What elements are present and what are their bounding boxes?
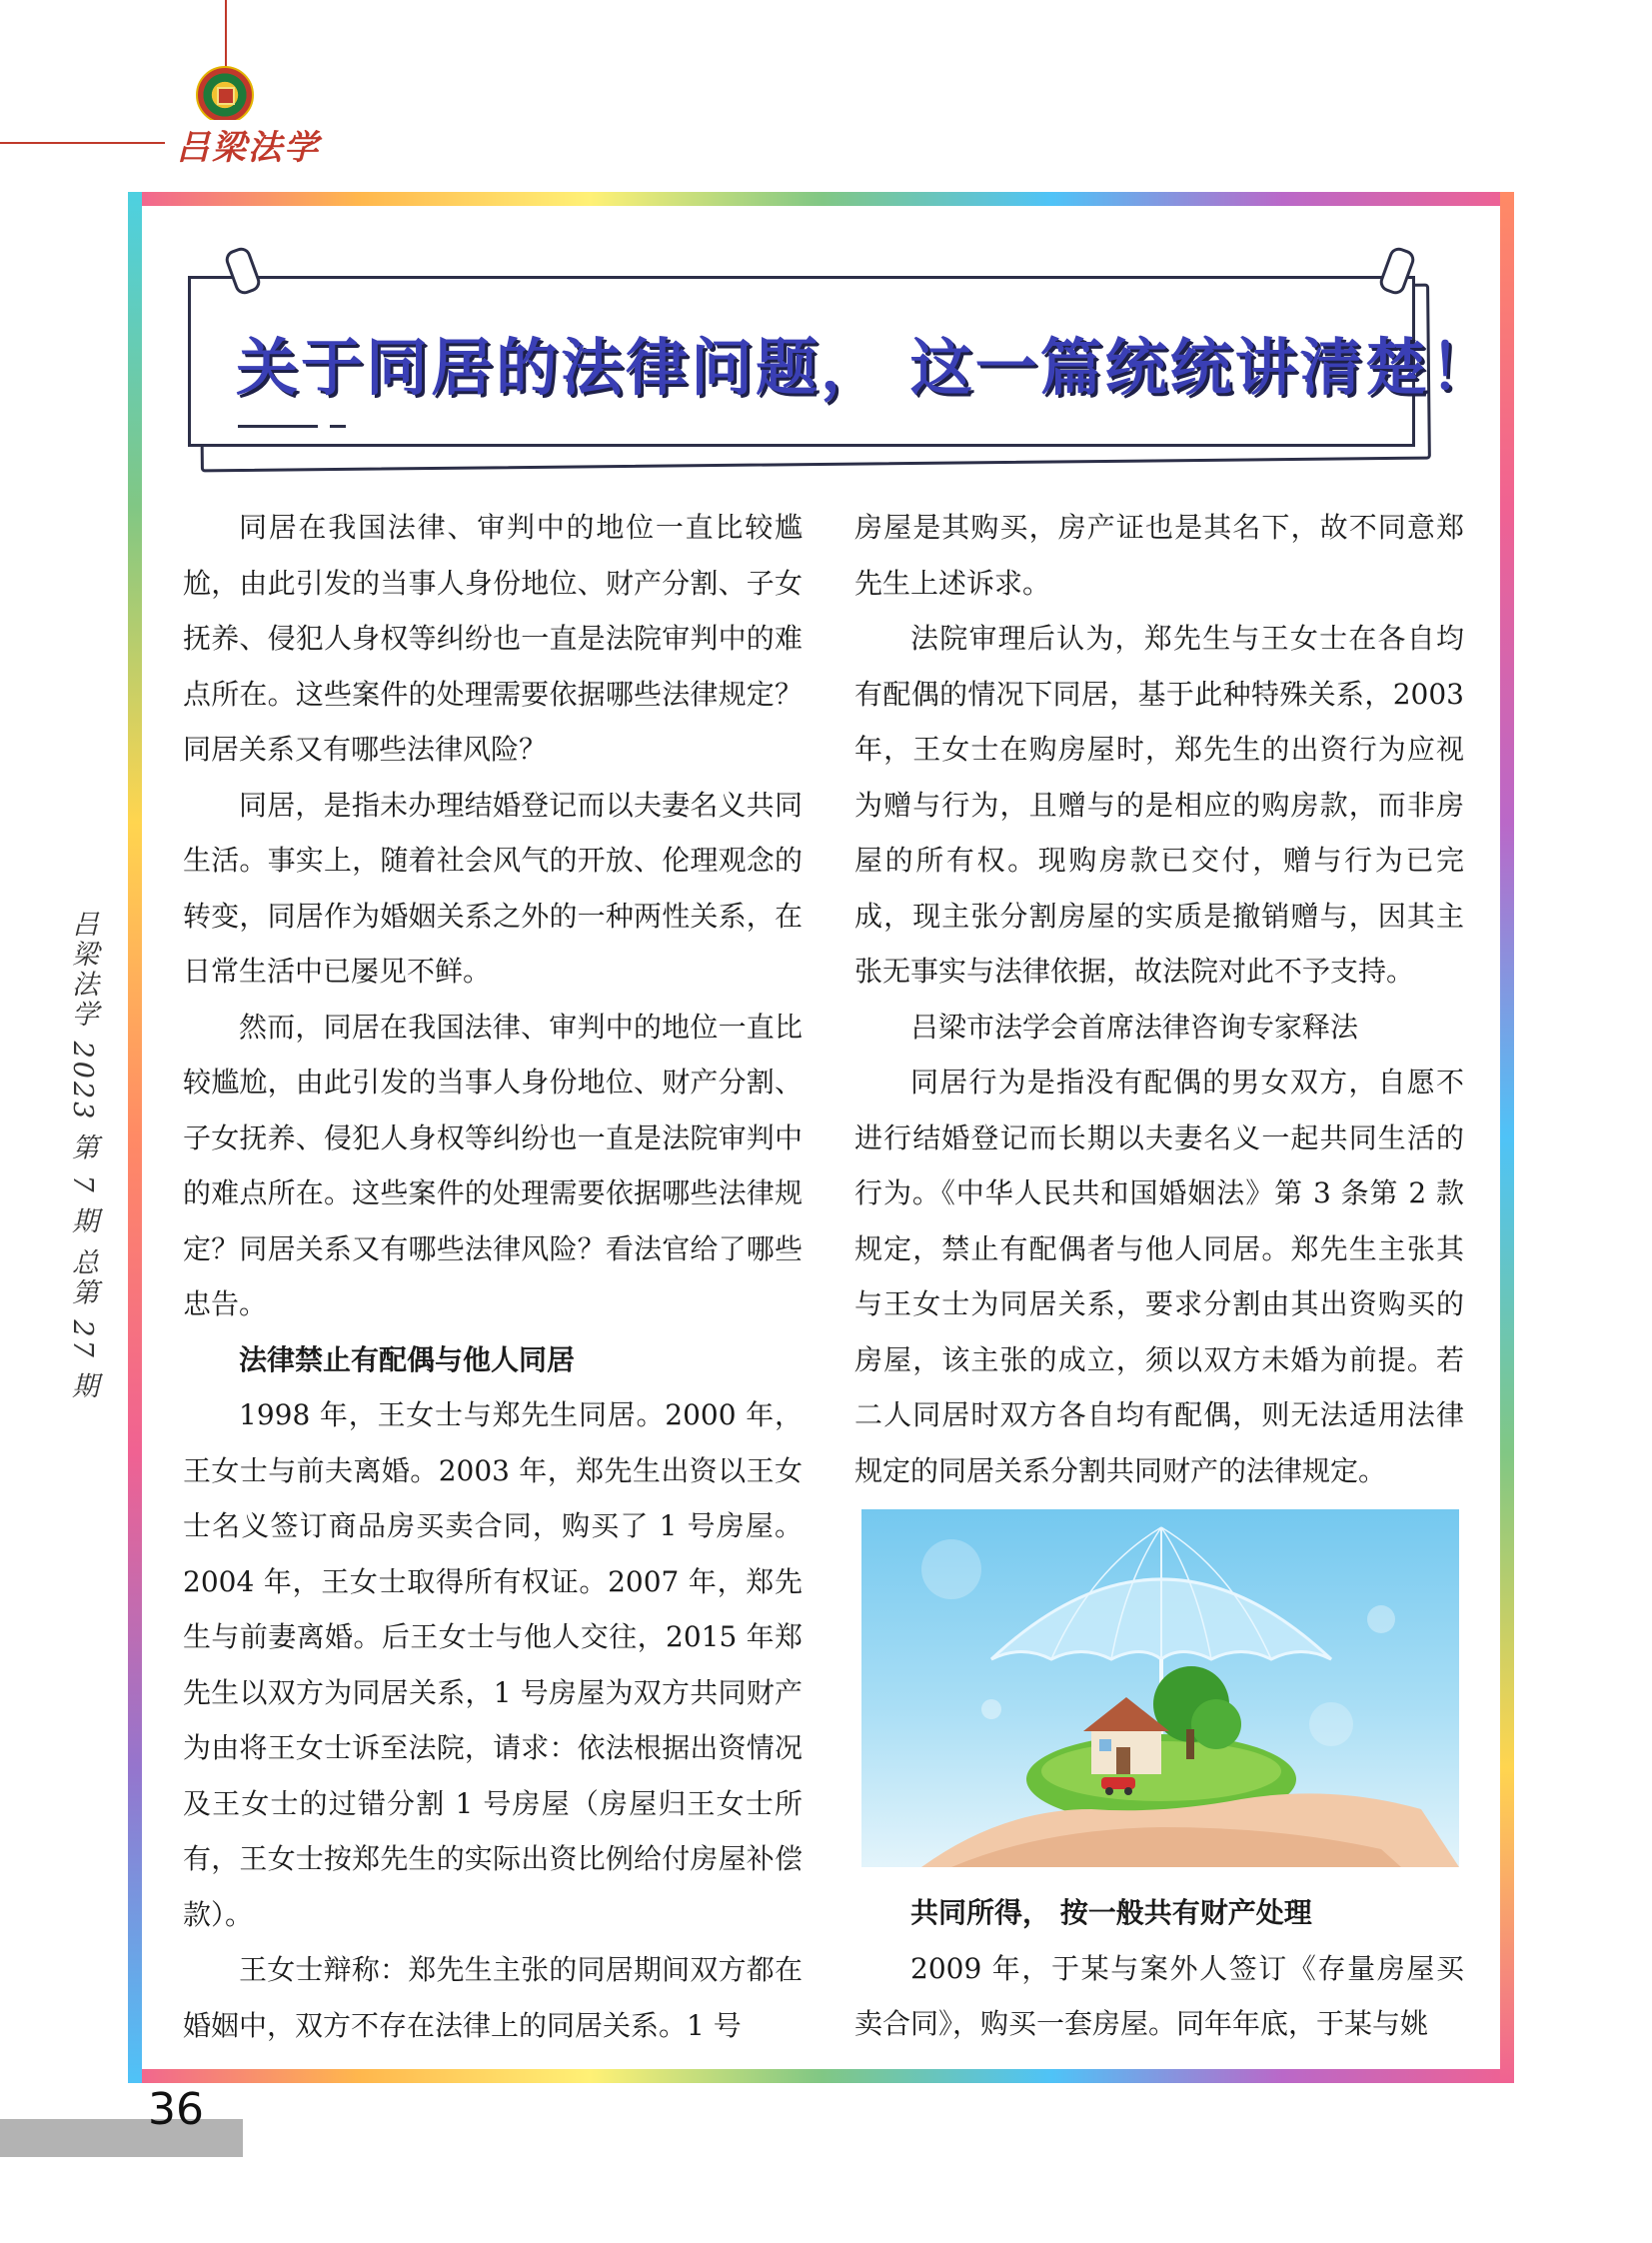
left-column (183, 500, 803, 2053)
rainbow-frame-left (128, 192, 142, 2083)
magazine-name: 吕梁法学 (170, 120, 326, 169)
title-decoration (238, 425, 318, 428)
page-number-bar (0, 2119, 243, 2157)
header-rule-horizontal (0, 142, 165, 144)
title-decoration (330, 425, 346, 428)
page-number: 36 (148, 2084, 204, 2135)
subheading: 吕梁市法学会首席法律咨询专家释法 (910, 1010, 1359, 1044)
paragraph: 2009 年，于某与案外人签订《存量房屋买卖合同》，购买一套房屋。同年年底，于某与姚 (854, 1951, 1464, 2040)
umbrella-house-icon (861, 1509, 1459, 1867)
paragraph: 然而，同居在我国法律、审判中的地位一直比较尴尬，由此引发的当事人身份地位、财产分割、子女抚养、侵犯人身权等纠纷也一直是法院审判中的难点所在。这些案件的处理需要依据哪些法律规定？同居关系又有哪些法律风险？看法官给了哪些忠告。 (183, 1010, 803, 1320)
paragraph: 同居行为是指没有配偶的男女双方，自愿不进行结婚登记而长期以夫妻名义一起共同生活的行为。《中华人民共和国婚姻法》第 3 条第 2 款规定，禁止有配偶者与他人同居。郑先生主张其与王女士为同居关系，要求分割由其出资购买的房屋，该主张的成立，须以双方未婚为前提。若二人同居时双方各自均有配偶，则无法适用法律规定的同居关系分割共同财产的法律规定。 (854, 1066, 1464, 1487)
right-column-bottom (854, 1885, 1464, 2052)
right-column (854, 500, 1464, 1498)
paragraph: 同居，是指未办理结婚登记而以夫妻名义共同生活。事实上，随着社会风气的开放、伦理观念的转变，同居作为婚姻关系之外的一种两性关系，在日常生活中已屡见不鲜。 (183, 788, 803, 988)
umbrella-house-illustration (861, 1509, 1459, 1867)
section-heading: 法律禁止有配偶与他人同居 (239, 1342, 576, 1376)
issue-info: 吕梁法学 2023 第 7 期 总第 27 期 (67, 910, 98, 1402)
paragraph: 1998 年，王女士与郑先生同居。2000 年，王女士与前夫离婚。2003 年，郑先生出资以王女士名义签订商品房买卖合同，购买了 1 号房屋。2004 年，王女士取得所有权证。2007 年，郑先生与前妻离婚。后王女士与他人交往，2015 年郑先生以双方为同居关系，1 号房屋为双方共同财产为由将王女士诉至法院，请求：依法根据出资情况及王女士的过错分割 1 号房屋（房屋归王女士所有，王女士按郑先生的实际出资比例给付房屋补偿款）。 (183, 1398, 803, 1931)
rainbow-frame-right (1500, 192, 1514, 2083)
paragraph: 同居在我国法律、审判中的地位一直比较尴尬，由此引发的当事人身份地位、财产分割、子女抚养、侵犯人身权等纠纷也一直是法院审判中的难点所在。这些案件的处理需要依据哪些法律规定？同居关系又有哪些法律风险？ (183, 511, 803, 766)
paragraph: 王女士辩称：郑先生主张的同居期间双方都在婚姻中，双方不存在法律上的同居关系。1 号 (183, 1953, 803, 2042)
paragraph: 法院审理后认为，郑先生与王女士在各自均有配偶的情况下同居，基于此种特殊关系，2003 年，王女士在购房屋时，郑先生的出资行为应视为赠与行为，且赠与的是相应的购房款，而非房屋的所有权。现购房款已交付，赠与行为已完成，现主张分割房屋的实质是撤销赠与，因其主张无事实与法律依据，故法院对此不予支持。 (854, 622, 1464, 988)
header-rule-vertical (225, 0, 227, 72)
paragraph: 房屋是其购买，房产证也是其名下，故不同意郑先生上述诉求。 (854, 511, 1464, 600)
section-heading: 共同所得， 按一般共有财产处理 (910, 1896, 1312, 1929)
magazine-emblem-icon (196, 66, 254, 124)
article-title: 关于同居的法律问题， 这一篇统统讲清楚！ (236, 331, 1495, 404)
